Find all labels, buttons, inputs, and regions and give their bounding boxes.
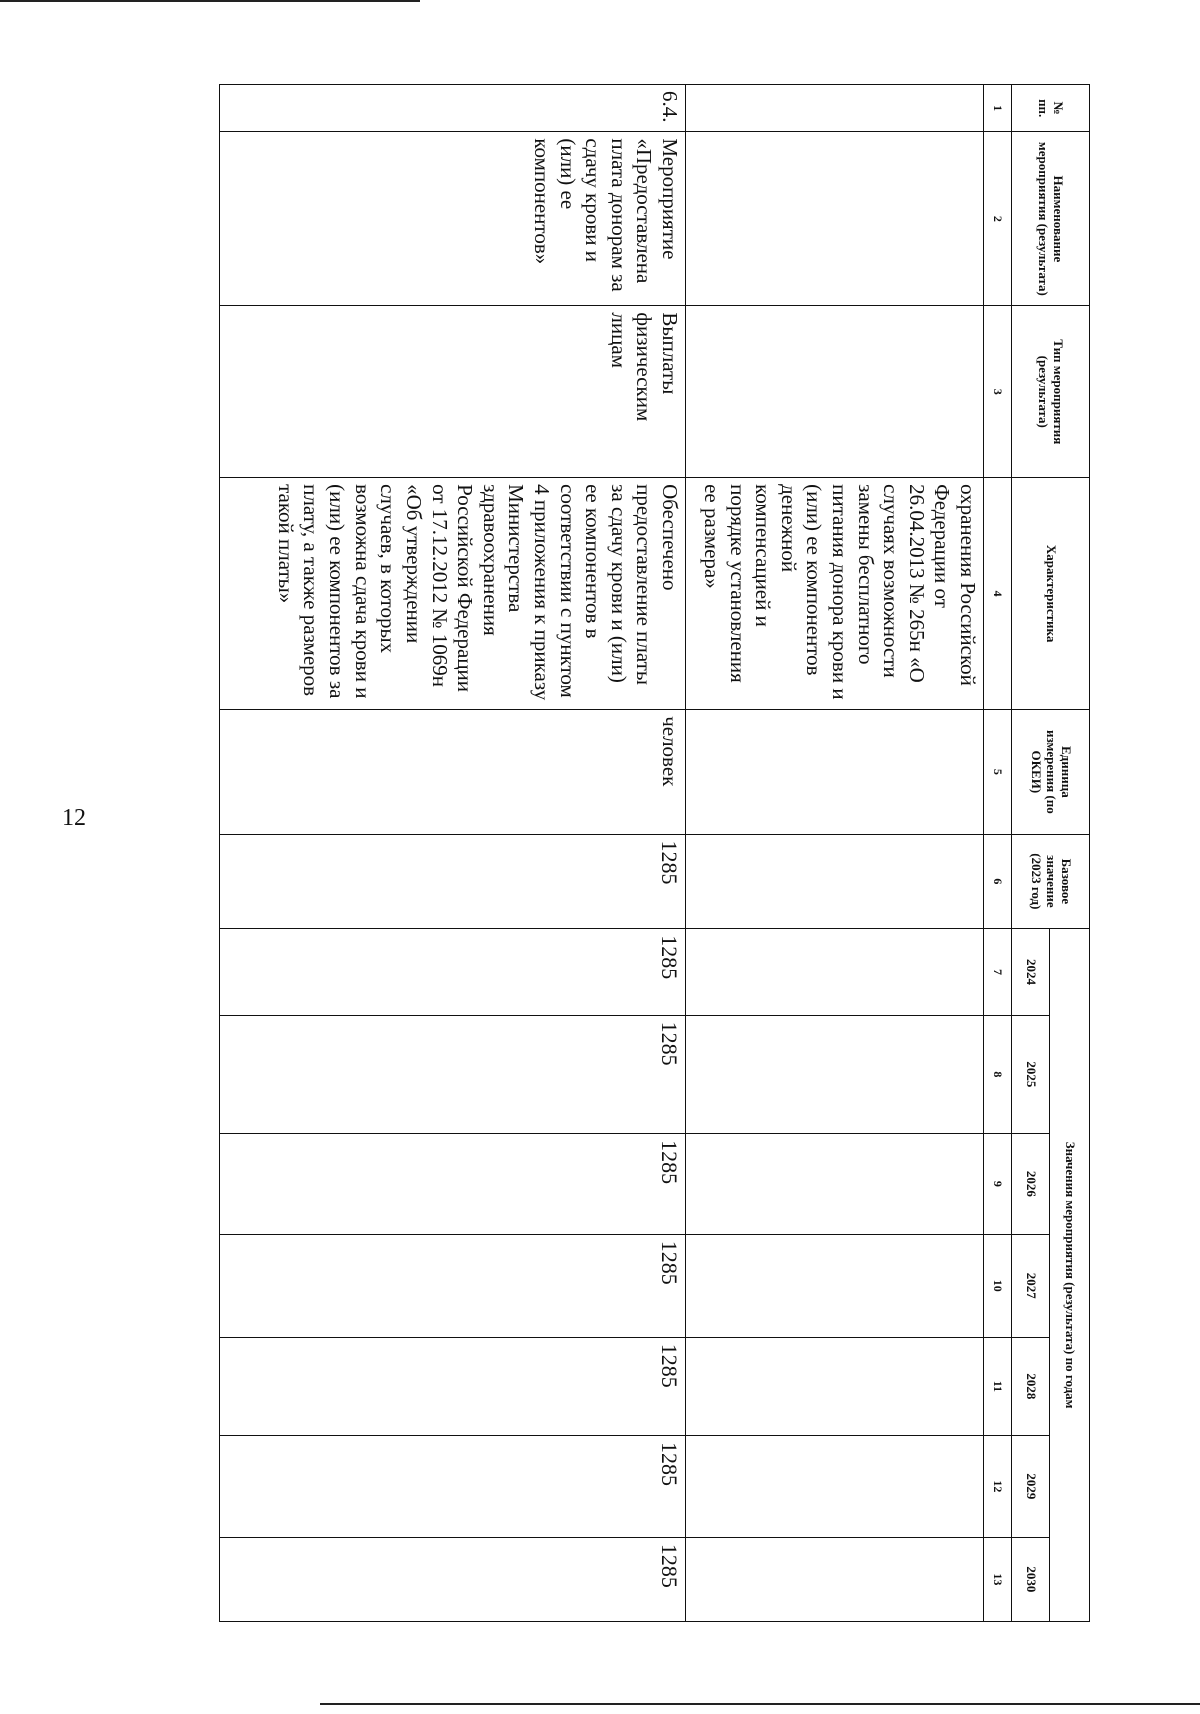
header-year-2026: 2026 — [1012, 1134, 1050, 1235]
column-number: 4 — [984, 478, 1012, 710]
row-value-2028: 1285 — [220, 1337, 686, 1435]
row-value-2028 — [686, 1337, 984, 1435]
row-characteristic: охранения Российской Федерации от 26.04.2013 № 265н «О случаях возможности замены бесплатного питания донора крови и (или) ее компонентов денежной компенсацией и порядке установления ее размера» — [686, 478, 984, 710]
header-name: Наименование мероприятия (результата) — [1012, 132, 1090, 306]
row-value-2024: 1285 — [220, 929, 686, 1015]
row-value-2027 — [686, 1234, 984, 1337]
header-year-2030: 2030 — [1012, 1537, 1050, 1621]
page-number: 12 — [62, 805, 86, 831]
header-year-2024: 2024 — [1012, 929, 1050, 1015]
column-number: 5 — [984, 710, 1012, 834]
column-number: 10 — [984, 1234, 1012, 1337]
row-value-2025: 1285 — [220, 1015, 686, 1133]
column-number: 11 — [984, 1337, 1012, 1435]
column-number: 9 — [984, 1134, 1012, 1235]
row-type: Выплаты физическим лицам — [220, 306, 686, 478]
row-value-2026: 1285 — [220, 1134, 686, 1235]
row-base-value — [686, 834, 984, 929]
column-number: 1 — [984, 85, 1012, 132]
column-number: 2 — [984, 132, 1012, 306]
rotated-table-container — [220, 84, 1090, 1622]
header-year-2025: 2025 — [1012, 1015, 1050, 1133]
row-unit — [686, 710, 984, 834]
row-name: Мероприятие «Предоставлена плата донорам за сдачу крови и (или) ее компонентов» — [220, 132, 686, 306]
row-value-2027: 1285 — [220, 1234, 686, 1337]
row-value-2026 — [686, 1134, 984, 1235]
row-num: 6.4. — [220, 85, 686, 132]
header-characteristic: Характеристика — [1012, 478, 1090, 710]
row-type — [686, 306, 984, 478]
column-number: 3 — [984, 306, 1012, 478]
header-row-1 — [1050, 85, 1090, 1622]
row-value-2030: 1285 — [220, 1537, 686, 1621]
header-base: Базовое значение (2023 год) — [1012, 834, 1090, 929]
column-number: 6 — [984, 834, 1012, 929]
row-value-2030 — [686, 1537, 984, 1621]
header-year-2028: 2028 — [1012, 1337, 1050, 1435]
table-row — [686, 85, 984, 1622]
table-row — [220, 85, 686, 1622]
header-num: № пп. — [1012, 85, 1090, 132]
row-value-2029: 1285 — [220, 1436, 686, 1538]
row-unit: человек — [220, 710, 686, 834]
row-name — [686, 132, 984, 306]
header-values-group: Значения мероприятия (результата) по годам — [1050, 929, 1090, 1622]
header-year-2029: 2029 — [1012, 1436, 1050, 1538]
column-number: 12 — [984, 1436, 1012, 1538]
row-num — [686, 85, 984, 132]
row-value-2024 — [686, 929, 984, 1015]
row-base-value: 1285 — [220, 834, 686, 929]
column-number: 7 — [984, 929, 1012, 1015]
row-value-2029 — [686, 1436, 984, 1538]
header-unit: Единица измерения (по ОКЕИ) — [1012, 710, 1090, 834]
header-type: Тип мероприятия (результата) — [1012, 306, 1090, 478]
header-year-2027: 2027 — [1012, 1234, 1050, 1337]
row-value-2025 — [686, 1015, 984, 1133]
column-number: 13 — [984, 1537, 1012, 1621]
results-table — [219, 84, 1090, 1622]
column-number-row — [984, 85, 1012, 1622]
column-number: 8 — [984, 1015, 1012, 1133]
row-characteristic: Обеспечено предоставление платы за сдачу крови и (или) ее компонентов в соответствии с пунктом 4 приложения к приказу Министерства здравоохранения Российской Федерации от 17.12.2012 № 1069н «Об утверждении случаев, в которых возможна сдача крови и (или) ее компонентов за плату, а также размеров такой платы» — [220, 478, 686, 710]
